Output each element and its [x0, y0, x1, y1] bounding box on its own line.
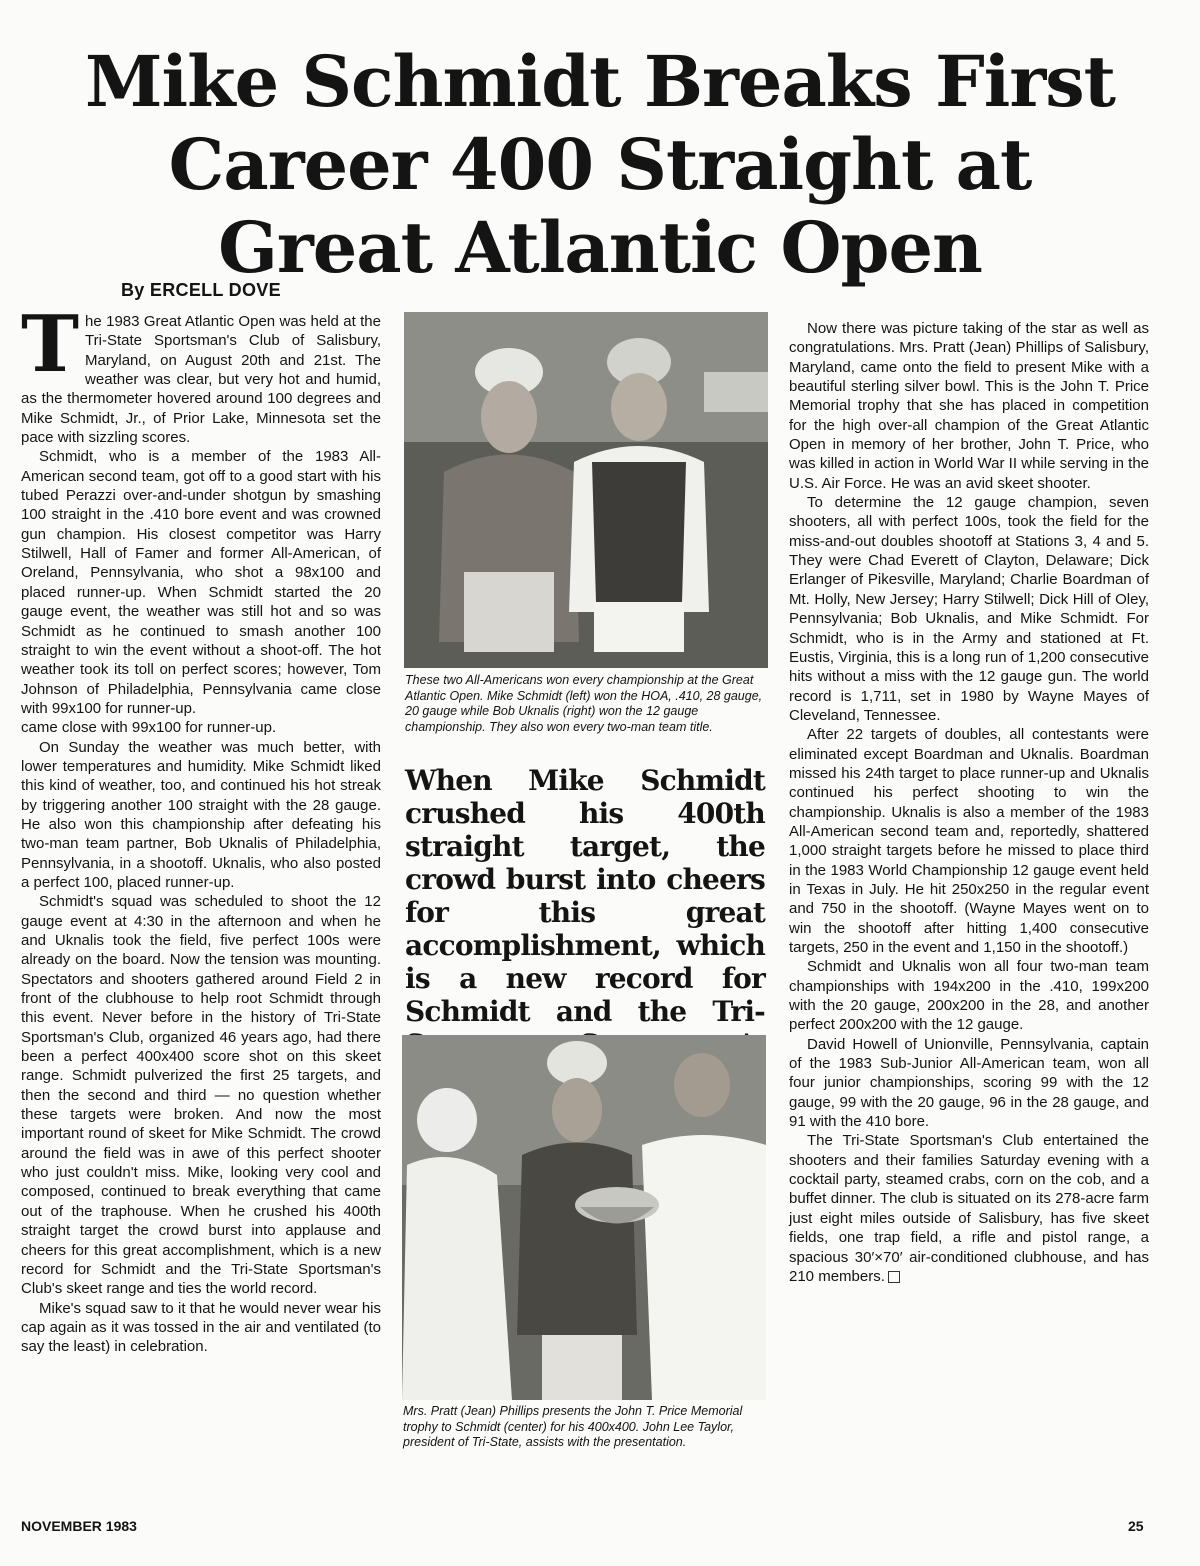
paragraph: [789, 1131, 1149, 1286]
drop-cap: T: [21, 299, 80, 390]
paragraph: Now there was picture taking of the star as well as congratulations. Mrs. Pratt (Jean) Phillips of Salisbury, Maryland, came onto the field to present Mike with a beautiful sterling silver bowl. This is the John T. Price Memorial trophy that she has placed in competition for the high over-all champion of the Great Atlantic Open in memory of her brother, John T. Price, who was killed in action in World War II while serving in the U.S. Air Force. He was an avid skeet shooter.: [789, 320, 1149, 492]
pull-quote: When Mike Schmidt crushed his 400th straight target, the crowd burst into cheers for this great accomplishment, which is a new record for Schmidt and the Tri-: [405, 764, 765, 1028]
photo-caption: Mrs. Pratt (Jean) Phillips presents the John T. Price Memorial trophy to Schmidt (center) for his 400x400. John Lee Taylor, president of Tri-State, assists with the presentation.: [403, 1404, 743, 1450]
paragraph: To determine the 12 gauge champion, seven shooters, all with perfect 100s, took the field for the miss-and-out doubles shootoff at Stations 3, 4 and 5. They were Chad Everett of Clayton, Delaware; Dick Erlanger of Pikesville, Maryland; Charlie Boardman of Mt. Holly, New Jersey; Harry Stilwell; Dick Hill of Oley, Pennsylvania; Bob Uknalis, and Mike Schmidt. For Schmidt, who is in the Army and stationed at Ft. Eustis, Virginia, this is a long run of 1,200 consecutive hits without a miss with the 12 gauge gun. The world record is 1,711, set in 1980 by Wayne Mayes of Cleveland, Tennessee.: [789, 494, 1149, 724]
paragraph: Schmidt, who is a member of the 1983 All-American second team, got off to a good start with his tubed Perazzi over-and-under shotgun by smashing 100 straight in the .410 bore event and was crowned gun champion. His closest competitor was Harry Stilwell, Hall of Famer and former All-American, of Oreland, Pennsylvania, who shot a 98x100 and placed runner-up. When Schmidt started the 20 gauge event, the weather was still hot and so was Schmidt as he continued to smash another 100 straight to win the event without a shoot-off. The hot weather took its toll on perfect scores; however, Tom Johnson of Philadelphia, Pennsylvania came close with 99x100 for runner-up.: [21, 448, 381, 717]
paragraph: Mike's squad saw to it that he would never wear his cap again as it was tossed in the air and ventilated (to say the least) in celebration.: [21, 1299, 381, 1356]
photo-two-all-americans: [404, 312, 768, 668]
article-headline: [40, 40, 1160, 289]
page-number: 25: [1128, 1518, 1144, 1534]
paragraph: Schmidt's squad was scheduled to shoot the 12 gauge event at 4:30 in the afternoon and when he and Uknalis took the field, five perfect 100s were already on the board. Now the tension was mounting. Spectators and shooters gathered around Field 2 in front of the clubhouse to help root Schmidt through this event. Never before in the history of Tri-State Sportsman's Club, organized 46 years ago, had there been a perfect 400x400 score shot on this skeet range. Schmidt pulverized the first 25 targets, and then the second and third — no question whether these targets were broken. And now the most important round of skeet for Mike Schmidt. The crowd around the field was in awe of this perfect shooter who just couldn't miss. Mike, looking very cool and composed, continued to break everything that came out of the traphouse. When he crushed his 400th straight target the crowd burst into applause and cheers for this great accomplishment, which is a new record for Schmidt and the Tri-State Sportsman's Club's skeet range and ties the world record.: [21, 893, 381, 1298]
article-column-left: [21, 299, 381, 1357]
paragraph: On Sunday the weather was much better, with lower temperatures and humidity. Mike Schmidt liked this kind of weather, too, and continued his hot streak by triggering another 100 straight with the 28 gauge. He also won this championship after defeating his two-man team partner, Bob Uknalis of Philadelphia, Pennsylvania, in a shootoff. Uknalis, who also posted a perfect 100, placed runner-up.: [21, 738, 381, 891]
photo-caption: These two All-Americans won every championship at the Great Atlantic Open. Mike Schmidt (left) won the HOA, .410, 28 gauge, 20 gauge while Bob Uknalis (right) won the 12 gauge championship. They also won every two-man team title.: [405, 673, 763, 734]
paragraph: came close with 99x100 for runner-up.: [21, 719, 277, 737]
issue-date: NOVEMBER 1983: [21, 1518, 137, 1534]
paragraph: After 22 targets of doubles, all contestants were eliminated except Boardman and Uknalis. Boardman missed his 24th target to place runner-up and Uknalis continued his perfect shooting to win the championship. Uknalis is also a member of the 1983 All-American second team and, reportedly, shattered 1,000 straight targets before he missed to place third in the 1983 World Championship 12 gauge event held in Texas in July. He hit 250x250 in the regular event and 750 in the shootoff. (Wayne Mayes went on to win the shootoff after hitting 1,400 consecutive targets, 250 in the event and 1,150 in the shootoff.): [789, 726, 1149, 956]
paragraph: [21, 299, 381, 447]
photo-trophy-presentation-image: [402, 1035, 766, 1400]
photo-two-all-americans-image: [404, 312, 768, 668]
paragraph-text: The Tri-State Sportsman's Club entertained the shooters and their families Saturday evening with a cocktail party, steamed crabs, corn on the cob, and a buffet dinner. The club is situated on its 278-acre farm just eight miles outside of Salisbury, has five skeet fields, one trap field, a rifle and pistol range, a spacious 30′×70′ air-conditioned clubhouse, and has 210 members.: [789, 1132, 1149, 1285]
byline: By ERCELL DOVE: [121, 280, 281, 300]
article-column-right: [789, 319, 1149, 1286]
paragraph-text: he 1983 Great Atlantic Open was held at the Tri-State Sportsman's Club of Salisbury, Maryland, on August 20th and 21st. The weather was clear, but very hot and humid, as the thermometer hovered around 100 degrees and Mike Schmidt, Jr., of Prior Lake, Minnesota set the pace with sizzling scores.: [21, 313, 381, 447]
headline-line: Great Atlantic Open: [218, 206, 982, 289]
photo-trophy-presentation: [402, 1035, 766, 1400]
paragraph: David Howell of Unionville, Pennsylvania, captain of the 1983 Sub-Junior All-American team, won all four junior championships, scoring 99 with the 12 gauge, 99 with the 20 gauge, 96 in the 28 gauge, and 91 with the 410 bore.: [789, 1035, 1149, 1131]
headline-line: Mike Schmidt Breaks First: [85, 40, 1115, 123]
end-mark-icon: [888, 1271, 900, 1283]
headline-line: Career 400 Straight at: [168, 123, 1032, 206]
paragraph: Schmidt and Uknalis won all four two-man team championships with 194x200 in the .410, 199x200 with the 20 gauge, 200x200 in the 28, and another perfect 200x200 with the 12 gauge.: [789, 958, 1149, 1034]
